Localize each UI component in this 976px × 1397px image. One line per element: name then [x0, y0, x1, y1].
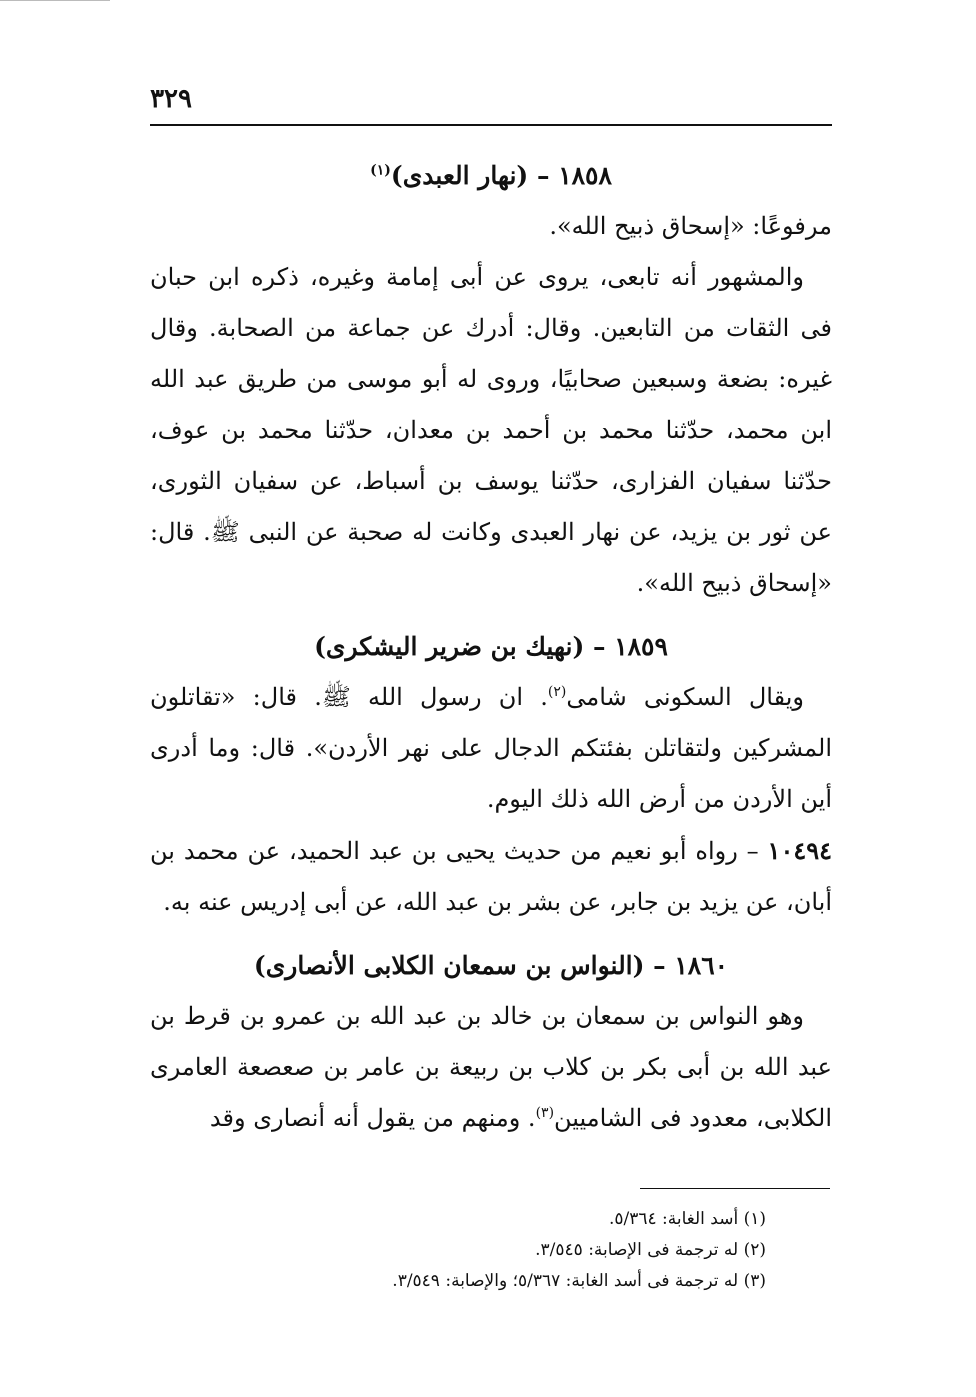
entry-1858-paragraph-1: مرفوعًا: «إسحاق ذبيح الله».: [549, 212, 832, 240]
entry-heading-1858: [150, 150, 832, 201]
footnote-ref-3: (٣): [535, 1105, 555, 1121]
entry-1860-text-a: وهو النواس بن سمعان بن خالد بن عبد الله بن عمرو بن قرط بن عبد الله بن أبى بكر بن كلاب بن ربيعة بن عامر بن صعصعة العامرى الكلابى، معدود فى الشاميين: [150, 1002, 832, 1132]
page-body: [150, 150, 832, 1144]
footnote-2: (٢) له ترجمة فى الإصابة: ٣/٥٤٥.: [535, 1240, 766, 1260]
hadith-text: – رواه أبو نعيم من حديث يحيى بن عبد الحميد، عن محمد بن أبان، عن يزيد بن جابر، عن بشر بن عبد الله، عن أبى إدريس عنه به.: [150, 837, 832, 916]
footnote-ref-1: (١): [370, 162, 391, 179]
page-number: ٣٢٩: [150, 84, 192, 114]
hadith-10494: [150, 825, 832, 928]
entry-heading-text: ١٨٥٨ – (نهار العبدى): [390, 161, 612, 190]
entry-heading-1859: ١٨٥٩ – (نهيك بن ضرير اليشكرى): [314, 632, 668, 661]
footnote-ref-2: (٢): [547, 684, 567, 700]
section-spacer: [150, 928, 832, 940]
section-spacer: [150, 609, 832, 621]
footnotes: [266, 1204, 766, 1297]
entry-1859-paragraph-1: [150, 672, 832, 825]
header-rule: [150, 124, 832, 126]
entry-1859-text-b: . ان رسول الله ﷺ. قال: «تقاتلون المشركين ولتقاتلن بفئتكم الدجال على نهر الأردن». قال: وما أدرى أين الأردن من أرض الله ذلك اليوم.: [150, 683, 832, 813]
footnote-1: (١) أسد الغابة: ٥/٣٦٤.: [608, 1209, 766, 1229]
footnote-rule: [640, 1188, 830, 1189]
footnote-3: (٣) له ترجمة فى أسد الغابة: ٥/٣٦٧؛ والإصابة: ٣/٥٤٩.: [392, 1271, 766, 1291]
hadith-number: ١٠٤٩٤: [767, 836, 832, 865]
entry-1858-paragraph-2: والمشهور أنه تابعى، يروى عن أبى إمامة وغيره، ذكره ابن حبان فى الثقات من التابعين. وقال: أدرك عن جماعة من الصحابة. وقال غيره: بضعة وسبعين صحابيًا، وروى له أبو موسى من طريق عبد الله ابن محمد، حدّثنا محمد بن أحمد بن معدان، حدّثنا محمد بن عوف، حدّثنا سفيان الفزارى، حدّثنا يوسف بن أسباط، عن سفيان الثورى، عن ثور بن يزيد، عن نهار العبدى وكانت له صحبة عن النبى ﷺ. قال: «إسحاق ذبيح الله».: [150, 263, 832, 597]
entry-1860-paragraph-1: [150, 991, 832, 1144]
entry-1859-text-a: ويقال السكونى شامى: [566, 683, 804, 711]
entry-1860-text-b: . ومنهم من يقول أنه أنصارى وقد: [209, 1104, 536, 1132]
entry-heading-1860: ١٨٦٠ – (النواس بن سمعان الكلابى الأنصارى): [253, 951, 729, 980]
